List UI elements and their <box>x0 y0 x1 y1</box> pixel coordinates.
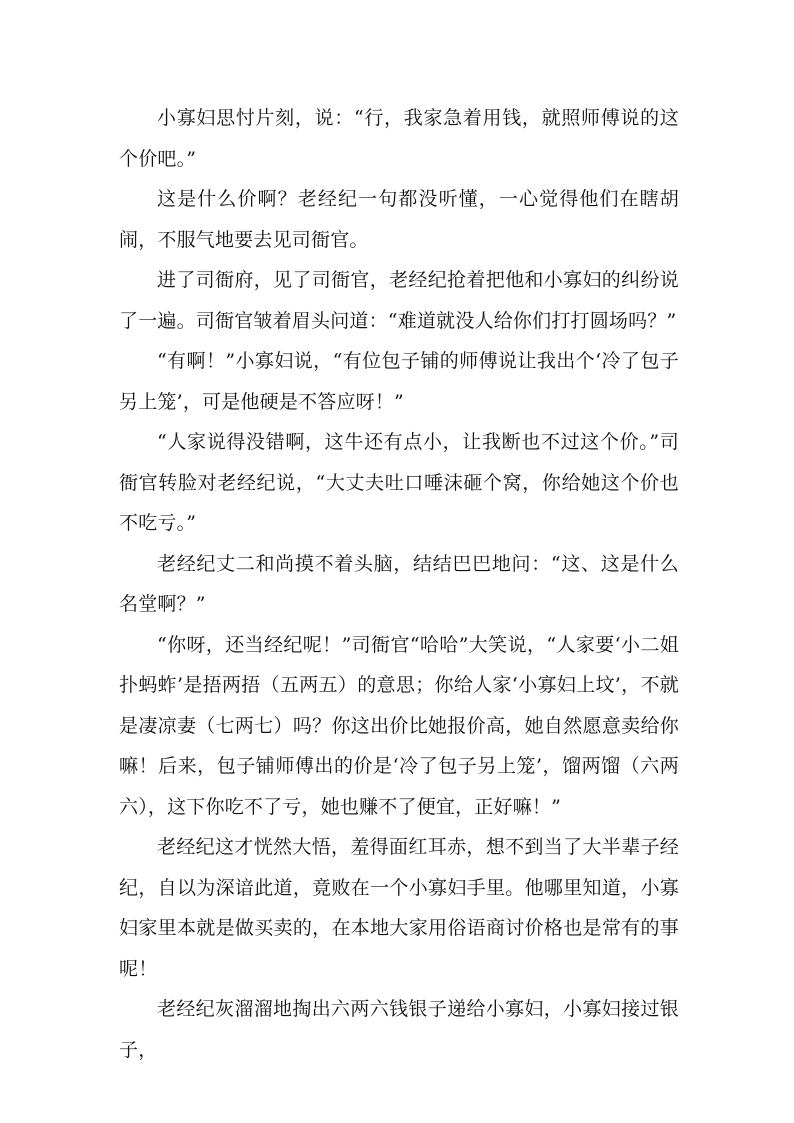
paragraph: “人家说得没错啊，这牛还有点小，让我断也不过这个价。”司衙官转脸对老经纪说，“大丈夫吐口唾沫砸个窝，你给她这个价也不吃亏。” <box>119 431 679 534</box>
paragraph: 这是什么价啊？老经纪一句都没听懂，一心觉得他们在瞎胡闹，不服气地要去见司衙官。 <box>119 188 679 251</box>
paragraph: 小寡妇思忖片刻，说：“行，我家急着用钱，就照师傅说的这个价吧。” <box>119 107 679 170</box>
paragraph: 老经纪灰溜溜地掏出六两六钱银子递给小寡妇，小寡妇接过银子， <box>119 998 679 1061</box>
paragraph: “有啊！”小寡妇说，“有位包子铺的师傅说让我出个‘冷了包子另上笼’，可是他硬是不答应呀！” <box>119 350 679 413</box>
paragraph: “你呀，还当经纪呢！”司衙官“哈哈”大笑说，“人家要‘小二姐扑蚂蚱’是捂两捂（五两五）的意思；你给人家‘小寡妇上坟’，不就是凄凉妻（七两七）吗？你这出价比她报价高，她自然愿意卖给你嘛！后来，包子铺师傅出的价是‘冷了包子另上笼’，馏两馏（六两六），这下你吃不了亏，她也赚不了便宜，正好嘛！” <box>119 633 679 818</box>
paragraph: 进了司衙府，见了司衙官，老经纪抢着把他和小寡妇的纠纷说了一遍。司衙官皱着眉头问道：“难道就没人给你们打打圆场吗？” <box>119 269 679 332</box>
paragraph: 老经纪这才恍然大悟，羞得面红耳赤，想不到当了大半辈子经纪，自以为深谙此道，竟败在一个小寡妇手里。他哪里知道，小寡妇家里本就是做买卖的，在本地大家用俗语商讨价格也是常有的事呢！ <box>119 836 679 980</box>
story-text <box>119 98 679 1070</box>
paragraph: 老经纪丈二和尚摸不着头脑，结结巴巴地问：“这、这是什么名堂啊？” <box>119 552 679 615</box>
